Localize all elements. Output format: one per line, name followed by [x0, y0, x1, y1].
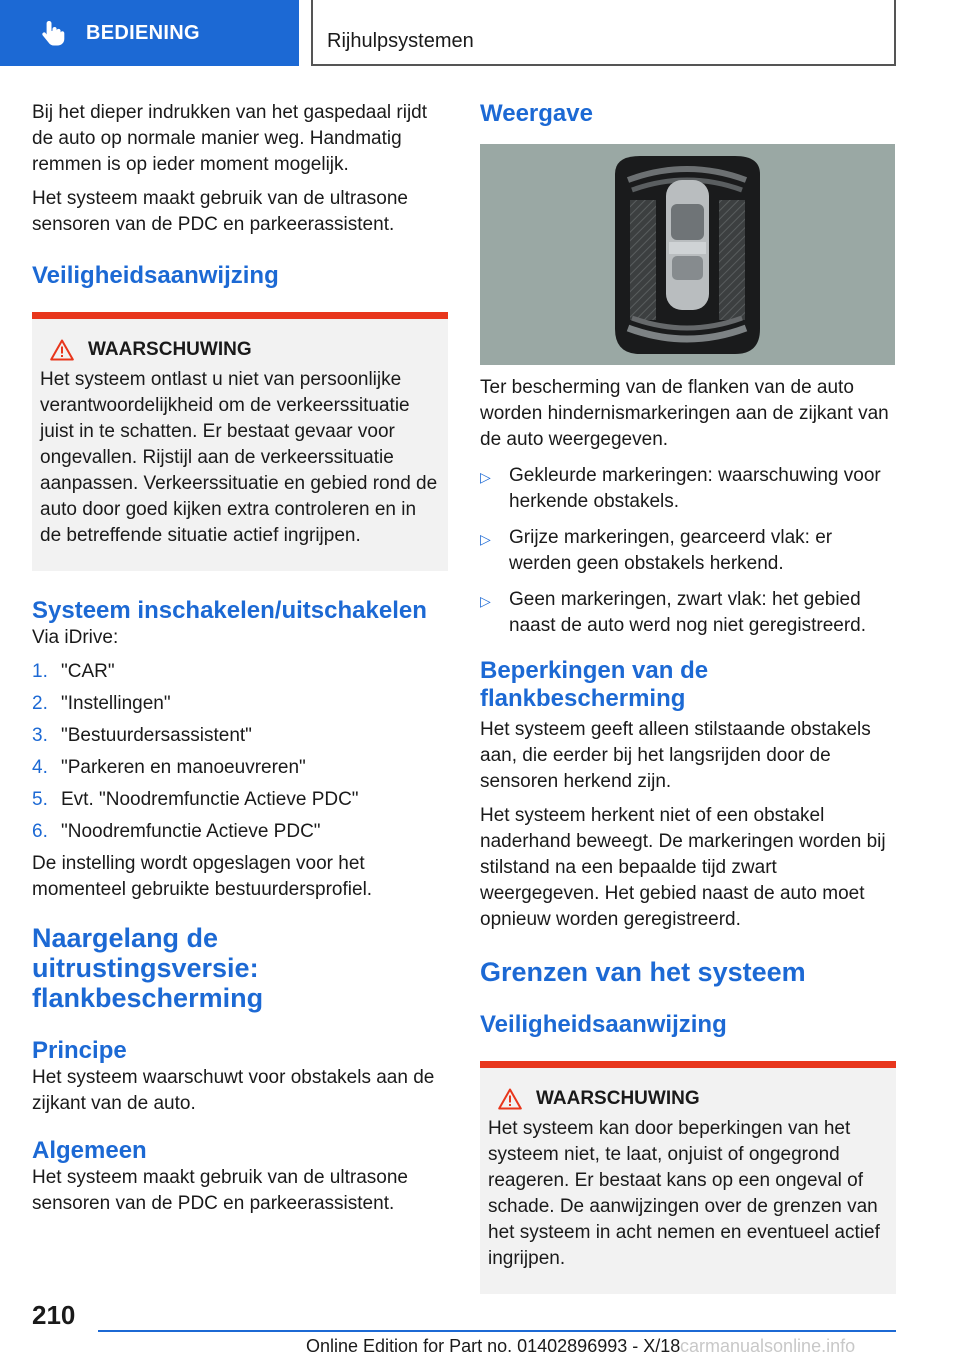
limits-paragraph-2: Het systeem herkent niet of een obstakel naderhand beweegt. De markeringen worden bij stilstand na een bepaalde tijd zwart weergegeven. Het gebied naast de auto moet opnieuw worden geregistreerd. — [480, 805, 886, 930]
warning-text: Het systeem kan door beperkingen van het systeem niet, te laat, onjuist of ongegrond reageren. Er bestaat kans op een ongeval of schade. De aanwijzingen over de grenzen van het systeem in acht nemen en eventueel actief ingrijpen. — [488, 1118, 880, 1269]
via-idrive: Via iDrive: — [32, 627, 119, 648]
warning-title: WAARSCHUWING — [88, 339, 252, 360]
warning-triangle-icon — [50, 339, 74, 361]
list-item: ▷ Geen markeringen, zwart vlak: het gebied naast de auto werd nog niet geregistreerd. — [480, 587, 896, 639]
chapter-header — [311, 0, 896, 66]
list-item: ▷ Gekleurde markeringen: waarschuwing voor herkende obstakels. — [480, 463, 896, 515]
page-number: 210 — [32, 1300, 76, 1330]
edition-text: Online Edition for Part no. 01402896993 - X/18 — [306, 1336, 681, 1356]
flank-heading: Naargelang de uitrustingsversie: flankbescherming — [32, 923, 264, 1013]
intro-paragraph-2: Het systeem maakt gebruik van de ultrasone sensoren van de PDC en parkeerassistent. — [32, 188, 408, 235]
warning-title: WAARSCHUWING — [536, 1088, 700, 1109]
warning-title-row — [488, 1088, 888, 1110]
safety-heading: Veiligheidsaanwijzing — [32, 262, 279, 289]
onoff-heading: Systeem inschakelen/uitschakelen — [32, 597, 427, 624]
list-item: 2. "Instellingen" — [32, 693, 171, 714]
safety-heading-2: Veiligheidsaanwijzing — [480, 1011, 727, 1038]
watermark: carmanualsonline.info — [680, 1336, 856, 1356]
grenzen-heading: Grenzen van het systeem — [480, 957, 806, 987]
warning-box-2 — [480, 1061, 896, 1294]
triangle-bullet-icon: ▷ — [480, 531, 491, 547]
warning-box — [32, 312, 448, 571]
hand-pointer-icon — [38, 18, 68, 48]
warning-triangle-icon — [498, 1088, 522, 1110]
display-text: Ter bescherming van de flanken van de auto worden hindernismarkeringen aan de zijkant van de auto weergegeven. — [480, 377, 889, 450]
list-item: 4. "Parkeren en manoeuvreren" — [32, 757, 306, 778]
steps-list — [32, 659, 448, 845]
list-item: 3. "Bestuurdersassistent" — [32, 725, 252, 746]
weergave-heading: Weergave — [480, 100, 593, 127]
warning-text: Het systeem ontlast u niet van persoonlijke verantwoordelijkheid om de verkeerssituatie juist in te schatten. Er bestaat gevaar voor ongevallen. Rijstijl aan de verkeerssituatie aanpassen. Verkeerssituatie en gebied rond de auto door goed kijken extra controleren en in de betreffende situatie actief ingrijpen. — [40, 369, 438, 546]
footer-divider — [98, 1330, 896, 1332]
list-item: 1. "CAR" — [32, 661, 115, 682]
principe-heading: Principe — [32, 1037, 127, 1064]
section-tab — [0, 0, 299, 66]
intro-paragraph-1: Bij het dieper indrukken van het gaspedaal rijdt de auto op normale manier weg. Handmatig remmen is op ieder moment mogelijk. — [32, 102, 428, 175]
markings-list — [480, 463, 896, 639]
left-column — [32, 100, 448, 1225]
section-tab-label: BEDIENING — [86, 21, 200, 44]
triangle-bullet-icon: ▷ — [480, 593, 491, 609]
triangle-bullet-icon: ▷ — [480, 469, 491, 485]
right-column — [480, 100, 896, 1294]
chapter-title: Rijhulpsystemen — [327, 30, 474, 52]
top-view-car-illustration — [480, 144, 895, 365]
algemeen-text: Het systeem maakt gebruik van de ultrasone sensoren van de PDC en parkeerassistent. — [32, 1167, 408, 1214]
algemeen-heading: Algemeen — [32, 1137, 147, 1164]
warning-title-row — [40, 339, 440, 361]
list-item: 5. Evt. "Noodremfunctie Actieve PDC" — [32, 789, 359, 810]
limits-paragraph-1: Het systeem geeft alleen stilstaande obstakels aan, die eerder bij het langsrijden door de sensoren herkend zijn. — [480, 719, 871, 792]
setting-saved-text: De instelling wordt opgeslagen voor het momenteel gebruikte bestuurdersprofiel. — [32, 853, 373, 900]
limits-heading: Beperkingen van de flankbescherming — [480, 657, 709, 712]
principe-text: Het systeem waarschuwt voor obstakels aan de zijkant van de auto. — [32, 1067, 435, 1114]
list-item: ▷ Grijze markeringen, gearceerd vlak: er werden geen obstakels herkend. — [480, 525, 896, 577]
list-item: 6. "Noodremfunctie Actieve PDC" — [32, 821, 321, 842]
flank-protection-display-image — [480, 144, 895, 365]
